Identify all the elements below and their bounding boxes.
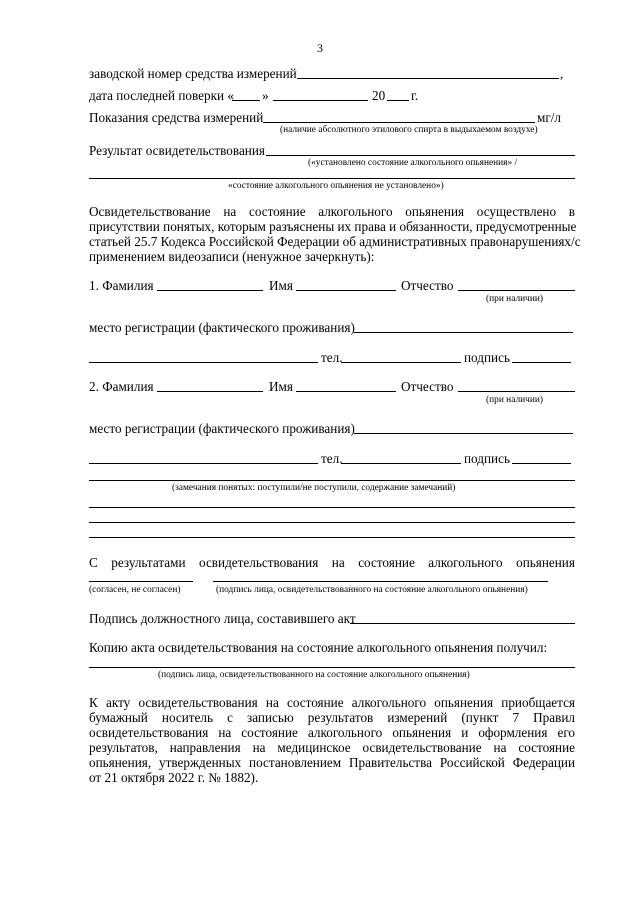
- agreement-hint: (согласен, не согласен): [89, 585, 181, 595]
- witness1-address-label: место регистрации (фактического проживания): [89, 320, 355, 335]
- witness1-surname-field[interactable]: [157, 290, 263, 291]
- copy-received-label: Копию акта освидетельствования на состояние алкогольного опьянения получил:: [89, 640, 548, 655]
- remarks-line-4[interactable]: [89, 537, 575, 538]
- witness1-patronymic-label: Отчество: [401, 278, 454, 293]
- copy-received-hint: (подпись лица, освидетельствованного на состояние алкогольного опьянения): [158, 670, 470, 680]
- witness1-surname-label: 1. Фамилия: [89, 278, 154, 293]
- verification-date-label: дата последней поверки «: [89, 88, 234, 103]
- witness1-if-any-hint: (при наличии): [486, 294, 544, 304]
- witness1-name-label: Имя: [269, 278, 293, 293]
- agreement-word: на: [331, 555, 345, 570]
- closing-line-6: от 21 октября 2022 г. № 1882).: [89, 770, 259, 785]
- agreement-word: результатами: [111, 555, 186, 570]
- witness2-patronymic-field[interactable]: [458, 391, 575, 392]
- witness2-surname-field[interactable]: [157, 391, 263, 392]
- witness2-address-field-2[interactable]: [89, 463, 318, 464]
- copy-received-signature-field[interactable]: [89, 667, 575, 668]
- witness2-name-field[interactable]: [296, 391, 396, 392]
- remarks-hint: (замечания понятых: поступили/не поступили, содержание замечаний): [172, 483, 456, 493]
- witness1-address-field-2[interactable]: [89, 362, 318, 363]
- remarks-field[interactable]: [89, 480, 575, 481]
- witness2-name-label: Имя: [269, 379, 293, 394]
- witness1-signature-field[interactable]: [512, 362, 571, 363]
- verification-year-prefix: 20: [372, 88, 386, 103]
- closing-line-2: бумажный носитель с записью результатов измерений (пункт 7 Правил: [89, 710, 575, 725]
- reading-unit: мг/л: [537, 110, 561, 125]
- agreement-word: состояние: [358, 555, 415, 570]
- agreement-field[interactable]: [89, 581, 193, 582]
- witness2-if-any-hint: (при наличии): [486, 395, 544, 405]
- witness1-phone-field[interactable]: [341, 362, 461, 363]
- intro-line-3: статьей 25.7 Кодекса Российской Федерации об административных правонарушениях/с: [89, 234, 581, 249]
- intro-line-2: присутствии понятых, которым разъяснены их права и обязанности, предусмотренные: [89, 219, 577, 234]
- closing-line-4: результатов, направления на медицинское освидетельствование на состояние: [89, 740, 575, 755]
- result-field-2[interactable]: [89, 178, 575, 179]
- reading-hint: (наличие абсолютного этилового спирта в выдыхаемом воздухе): [280, 125, 538, 135]
- agreement-word: опьянения: [516, 555, 575, 570]
- witness2-phone-field[interactable]: [341, 463, 461, 464]
- intro-line-4: применением видеозаписи (ненужное зачеркнуть):: [89, 249, 375, 264]
- verification-month-field[interactable]: [273, 100, 368, 101]
- remarks-line-2[interactable]: [89, 507, 575, 508]
- page-number: 3: [317, 41, 323, 55]
- person-signature-hint: (подпись лица, освидетельствованного на состояние алкогольного опьянения): [216, 585, 528, 595]
- reading-field[interactable]: [263, 122, 535, 123]
- witness1-name-field[interactable]: [296, 290, 396, 291]
- serial-number-field[interactable]: [297, 78, 559, 79]
- closing-line-1: К акту освидетельствования на состояние алкогольного опьянения приобщается: [89, 695, 575, 710]
- serial-number-label: заводской номер средства измерений: [89, 66, 297, 81]
- witness1-signature-label: подпись: [464, 350, 510, 365]
- witness2-phone-label: тел.: [321, 451, 343, 466]
- remarks-line-3[interactable]: [89, 522, 575, 523]
- agreement-line: [89, 555, 575, 570]
- verification-year-field[interactable]: [387, 100, 409, 101]
- witness1-patronymic-field[interactable]: [458, 290, 575, 291]
- result-field[interactable]: [266, 155, 575, 156]
- agreement-word: алкогольного: [428, 555, 503, 570]
- official-signature-label: Подпись должностного лица, составившего акт: [89, 611, 356, 626]
- witness2-signature-field[interactable]: [512, 463, 571, 464]
- verification-quote-close: »: [262, 88, 269, 103]
- witness2-address-label: место регистрации (фактического проживания): [89, 421, 355, 436]
- witness1-phone-label: тел.: [321, 350, 343, 365]
- verification-year-suffix: г.: [411, 88, 419, 103]
- witness1-address-field[interactable]: [354, 332, 573, 333]
- result-label: Результат освидетельствования: [89, 143, 265, 158]
- witness2-patronymic-label: Отчество: [401, 379, 454, 394]
- closing-line-3: освидетельствования на состояние алкогольного опьянения и оформления его: [89, 725, 575, 740]
- result-hint-1: («установлено состояние алкогольного опьянения» /: [308, 158, 518, 168]
- verification-day-field[interactable]: [232, 100, 260, 101]
- agreement-word: освидетельствования: [199, 555, 319, 570]
- serial-number-comma: ,: [560, 66, 564, 81]
- intro-line-1: Освидетельствование на состояние алкогольного опьянения осуществлено в: [89, 204, 575, 219]
- witness2-address-field[interactable]: [354, 433, 573, 434]
- closing-line-5: опьянения, утвержденных постановлением Правительства Российской Федерации: [89, 755, 575, 770]
- agreement-word: С: [89, 555, 98, 570]
- witness2-surname-label: 2. Фамилия: [89, 379, 154, 394]
- witness2-signature-label: подпись: [464, 451, 510, 466]
- person-signature-field[interactable]: [213, 581, 548, 582]
- result-hint-2: «состояние алкогольного опьянения не установлено»): [228, 181, 444, 191]
- official-signature-field[interactable]: [350, 623, 575, 624]
- reading-label: Показания средства измерений: [89, 110, 264, 125]
